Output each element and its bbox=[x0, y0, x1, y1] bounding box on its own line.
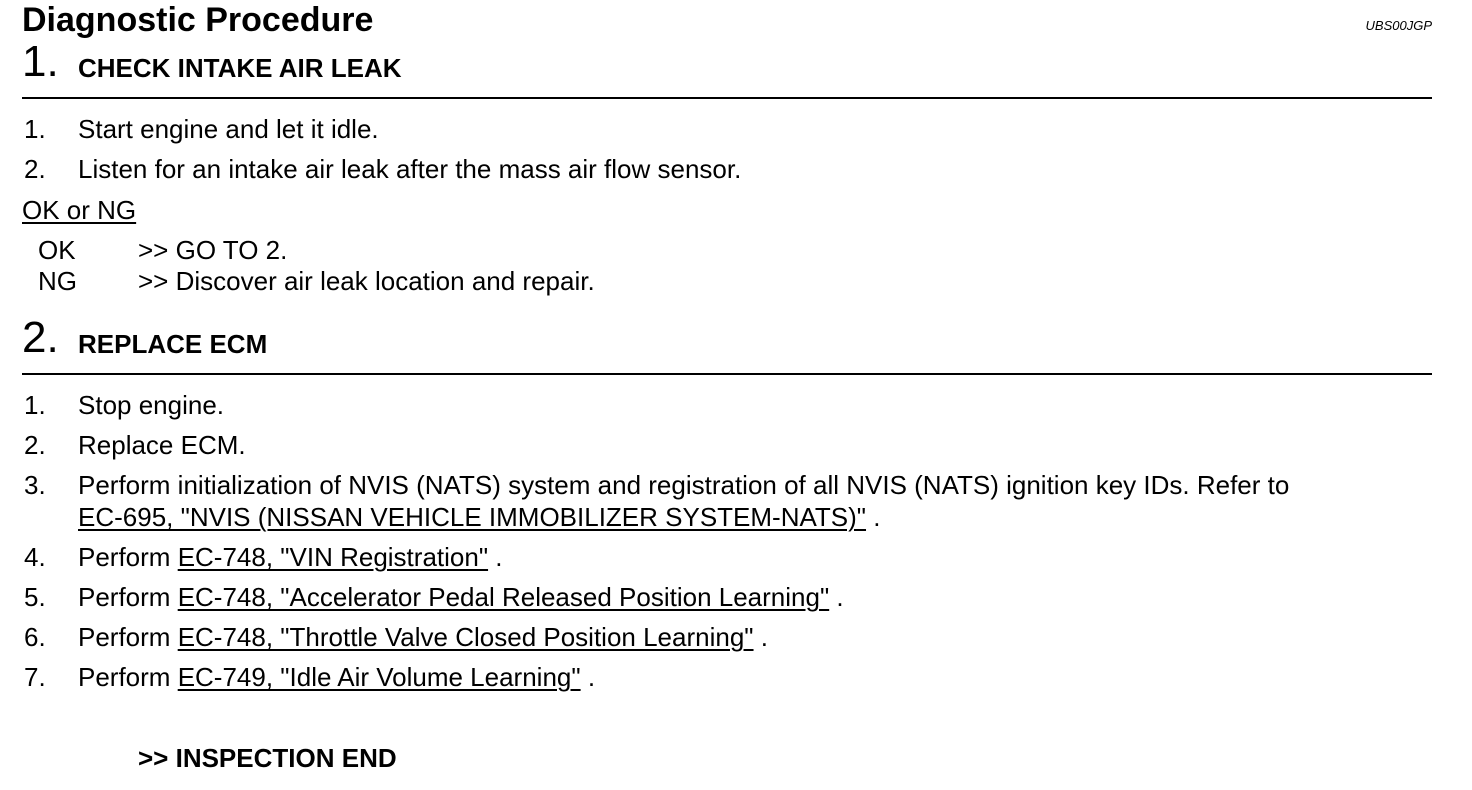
step-2-item-6-number: 6. bbox=[24, 622, 46, 652]
inspection-end: >> INSPECTION END bbox=[138, 743, 397, 773]
step-2-item-4-number: 4. bbox=[24, 542, 46, 572]
step-2-item-4-text bbox=[78, 542, 503, 572]
vin-registration-link[interactable]: EC-748, "VIN Registration" bbox=[177, 542, 489, 572]
step-1-divider bbox=[22, 97, 1432, 99]
step-1-item-1-number: 1. bbox=[24, 114, 46, 144]
item-suffix: . bbox=[753, 622, 768, 652]
step-1-number: 1. bbox=[22, 37, 59, 86]
step-2-item-1-number: 1. bbox=[24, 390, 46, 420]
step-2-item-5-number: 5. bbox=[24, 582, 46, 612]
nvis-reference-link[interactable]: EC-695, "NVIS (NISSAN VEHICLE IMMOBILIZER SYSTEM-NATS)" bbox=[78, 502, 867, 532]
result-ok-code: OK bbox=[38, 235, 76, 265]
step-2-item-2-text: Replace ECM. bbox=[78, 430, 246, 460]
step-2-item-7-number: 7. bbox=[24, 662, 46, 692]
step-2-divider bbox=[22, 373, 1432, 375]
item-prefix: Perform bbox=[78, 662, 178, 692]
step-1-title: CHECK INTAKE AIR LEAK bbox=[78, 53, 402, 83]
step-1-item-2-number: 2. bbox=[24, 154, 46, 184]
document-code: UBS00JGP bbox=[1365, 18, 1432, 33]
result-ok-action: >> GO TO 2. bbox=[138, 235, 288, 265]
result-ng-code: NG bbox=[38, 266, 77, 296]
step-2-item-6-text bbox=[78, 622, 768, 652]
result-ng-action: >> Discover air leak location and repair. bbox=[138, 266, 595, 296]
step-2-item-7-text bbox=[78, 662, 595, 692]
step-1-item-2-text: Listen for an intake air leak after the mass air flow sensor. bbox=[78, 154, 742, 184]
throttle-valve-learning-link[interactable]: EC-748, "Throttle Valve Closed Position Learning" bbox=[177, 622, 754, 652]
idle-air-volume-learning-link[interactable]: EC-749, "Idle Air Volume Learning" bbox=[177, 662, 581, 692]
step-1-item-1-text: Start engine and let it idle. bbox=[78, 114, 379, 144]
step-2-item-3-text: Perform initialization of NVIS (NATS) system and registration of all NVIS (NATS) ignition key IDs. Refer to bbox=[78, 470, 1290, 500]
item-suffix: . bbox=[829, 582, 844, 612]
item-suffix: . bbox=[580, 662, 596, 692]
step-2-item-3-number: 3. bbox=[24, 470, 46, 500]
item-suffix: . bbox=[488, 542, 503, 572]
page-title: Diagnostic Procedure bbox=[22, 1, 374, 39]
item-prefix: Perform bbox=[78, 542, 178, 572]
item-prefix: Perform bbox=[78, 622, 178, 652]
step-2-item-1-text: Stop engine. bbox=[78, 390, 225, 420]
step-2-item-2-number: 2. bbox=[24, 430, 46, 460]
reference-suffix: . bbox=[866, 502, 881, 532]
step-2-title: REPLACE ECM bbox=[78, 329, 268, 359]
accelerator-pedal-learning-link[interactable]: EC-748, "Accelerator Pedal Released Position Learning" bbox=[177, 582, 830, 612]
step-2-item-3-reference bbox=[78, 502, 880, 532]
result-label: OK or NG bbox=[22, 195, 137, 225]
step-2-item-5-text bbox=[78, 582, 844, 612]
step-2-number: 2. bbox=[22, 313, 59, 362]
item-prefix: Perform bbox=[78, 582, 178, 612]
